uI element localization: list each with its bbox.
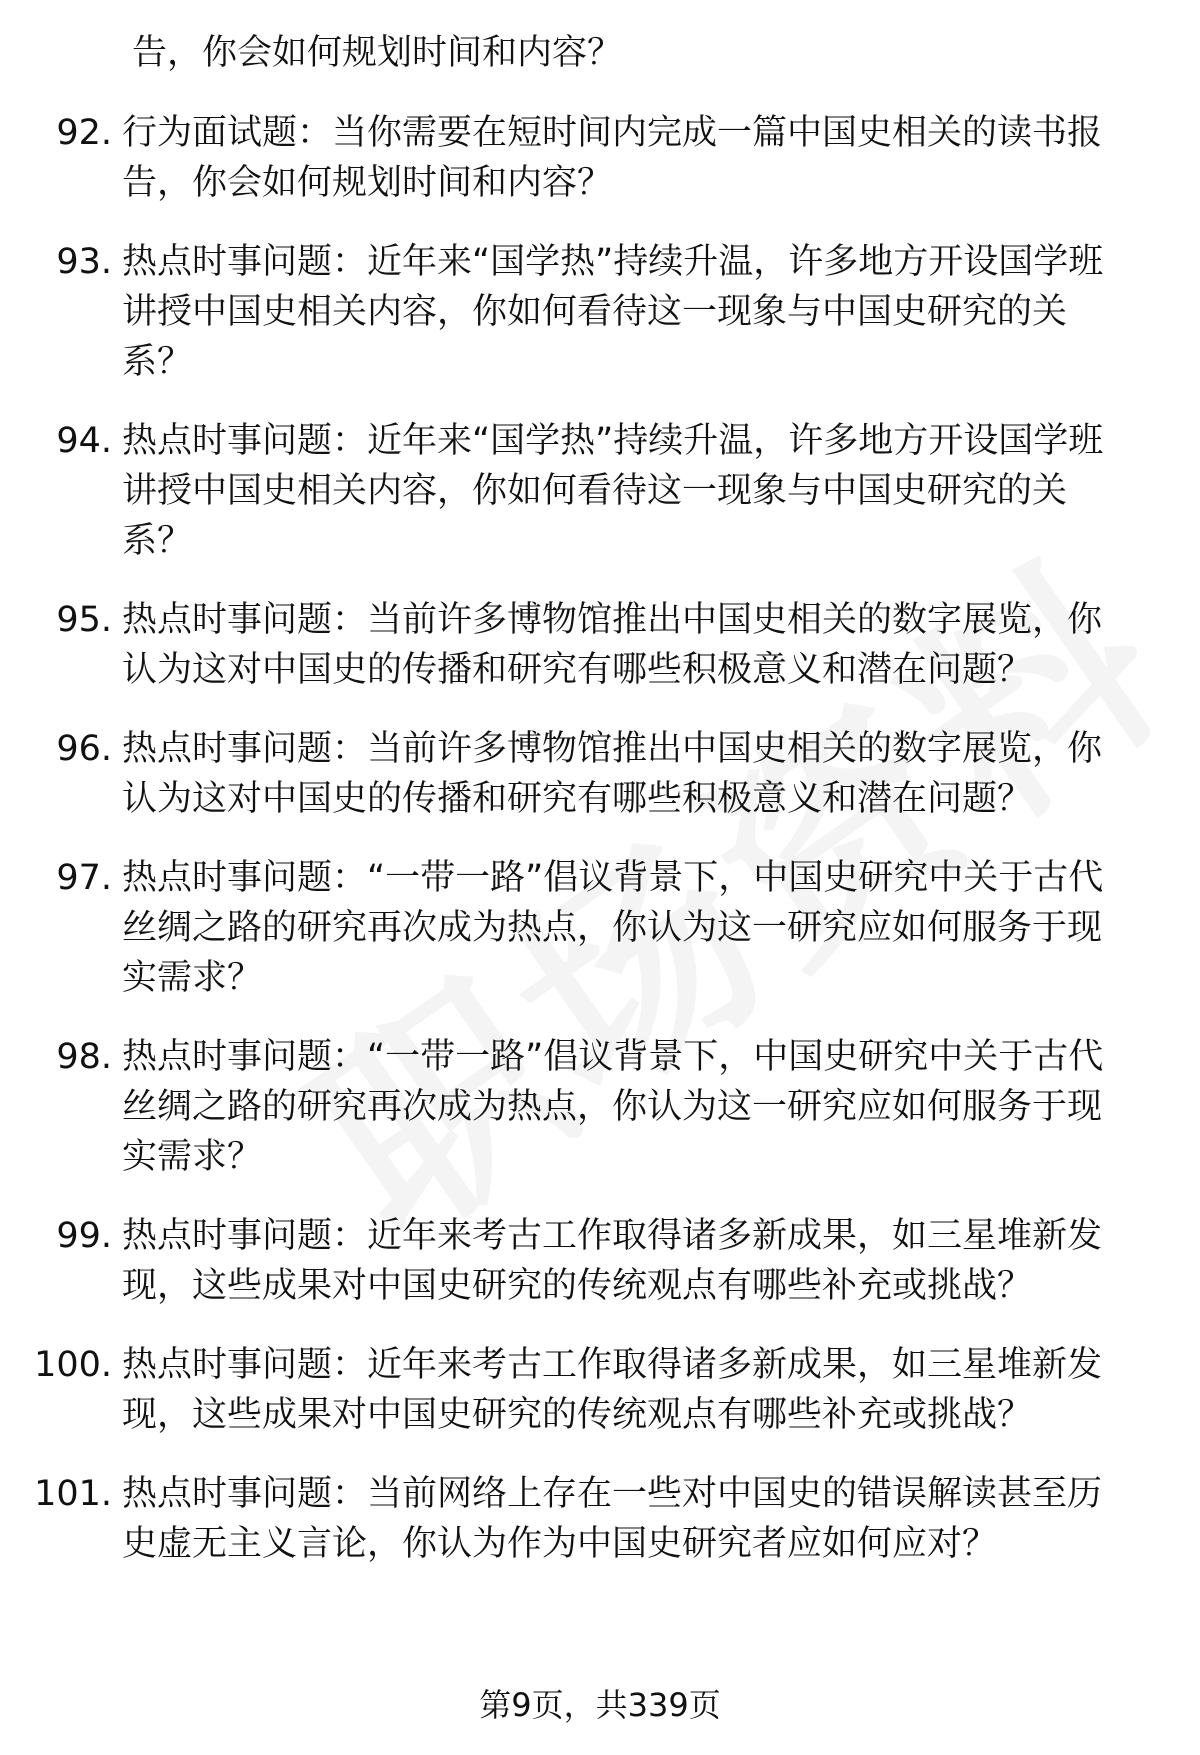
question-text: 热点时事问题：当前许多博物馆推出中国史相关的数字展览，你认为这对中国史的传播和研究有哪些积极意义和潜在问题？ bbox=[122, 600, 1103, 690]
question-number: 92. bbox=[56, 113, 112, 153]
question-item bbox=[0, 1469, 1200, 1569]
question-item bbox=[0, 595, 1200, 695]
question-list bbox=[0, 28, 1200, 1598]
question-number: 97. bbox=[56, 858, 112, 898]
question-text: 热点时事问题：近年来“国学热”持续升温，许多地方开设国学班讲授中国史相关内容，你如何看待这一现象与中国史研究的关系？ bbox=[122, 242, 1104, 382]
question-item bbox=[0, 416, 1200, 566]
question-item bbox=[0, 108, 1200, 208]
question-text: 热点时事问题：当前网络上存在一些对中国史的错误解读甚至历史虚无主义言论，你认为作为中国史研究者应如何应对？ bbox=[122, 1474, 1103, 1564]
question-number: 101. bbox=[34, 1474, 112, 1514]
question-number: 95. bbox=[56, 600, 112, 640]
question-text: 热点时事问题：当前许多博物馆推出中国史相关的数字展览，你认为这对中国史的传播和研究有哪些积极意义和潜在问题？ bbox=[122, 729, 1103, 819]
question-item bbox=[0, 1032, 1200, 1182]
question-number: 100. bbox=[34, 1345, 112, 1385]
question-item bbox=[0, 724, 1200, 824]
question-number: 99. bbox=[56, 1216, 112, 1256]
question-item bbox=[0, 1211, 1200, 1311]
question-text: 热点时事问题：“一带一路”倡议背景下，中国史研究中关于古代丝绸之路的研究再次成为热点，你认为这一研究应如何服务于现实需求？ bbox=[122, 1037, 1104, 1177]
question-number: 98. bbox=[56, 1037, 112, 1077]
question-number: 94. bbox=[56, 421, 112, 461]
question-text: 热点时事问题：“一带一路”倡议背景下，中国史研究中关于古代丝绸之路的研究再次成为热点，你认为这一研究应如何服务于现实需求？ bbox=[122, 858, 1104, 998]
question-item bbox=[0, 853, 1200, 1003]
continued-question-text: 告，你会如何规划时间和内容？ bbox=[132, 33, 623, 73]
question-number: 93. bbox=[56, 242, 112, 282]
question-text: 热点时事问题：近年来考古工作取得诸多新成果，如三星堆新发现，这些成果对中国史研究的传统观点有哪些补充或挑战？ bbox=[122, 1345, 1103, 1435]
question-item bbox=[0, 237, 1200, 387]
question-text: 热点时事问题：近年来“国学热”持续升温，许多地方开设国学班讲授中国史相关内容，你如何看待这一现象与中国史研究的关系？ bbox=[122, 421, 1104, 561]
question-text: 热点时事问题：近年来考古工作取得诸多新成果，如三星堆新发现，这些成果对中国史研究的传统观点有哪些补充或挑战？ bbox=[122, 1216, 1103, 1306]
question-number: 96. bbox=[56, 729, 112, 769]
page-footer: 第9页，共339页 bbox=[479, 1686, 721, 1724]
question-text: 行为面试题：当你需要在短时间内完成一篇中国史相关的读书报告，你会如何规划时间和内容？ bbox=[122, 113, 1103, 203]
question-item bbox=[0, 1340, 1200, 1440]
